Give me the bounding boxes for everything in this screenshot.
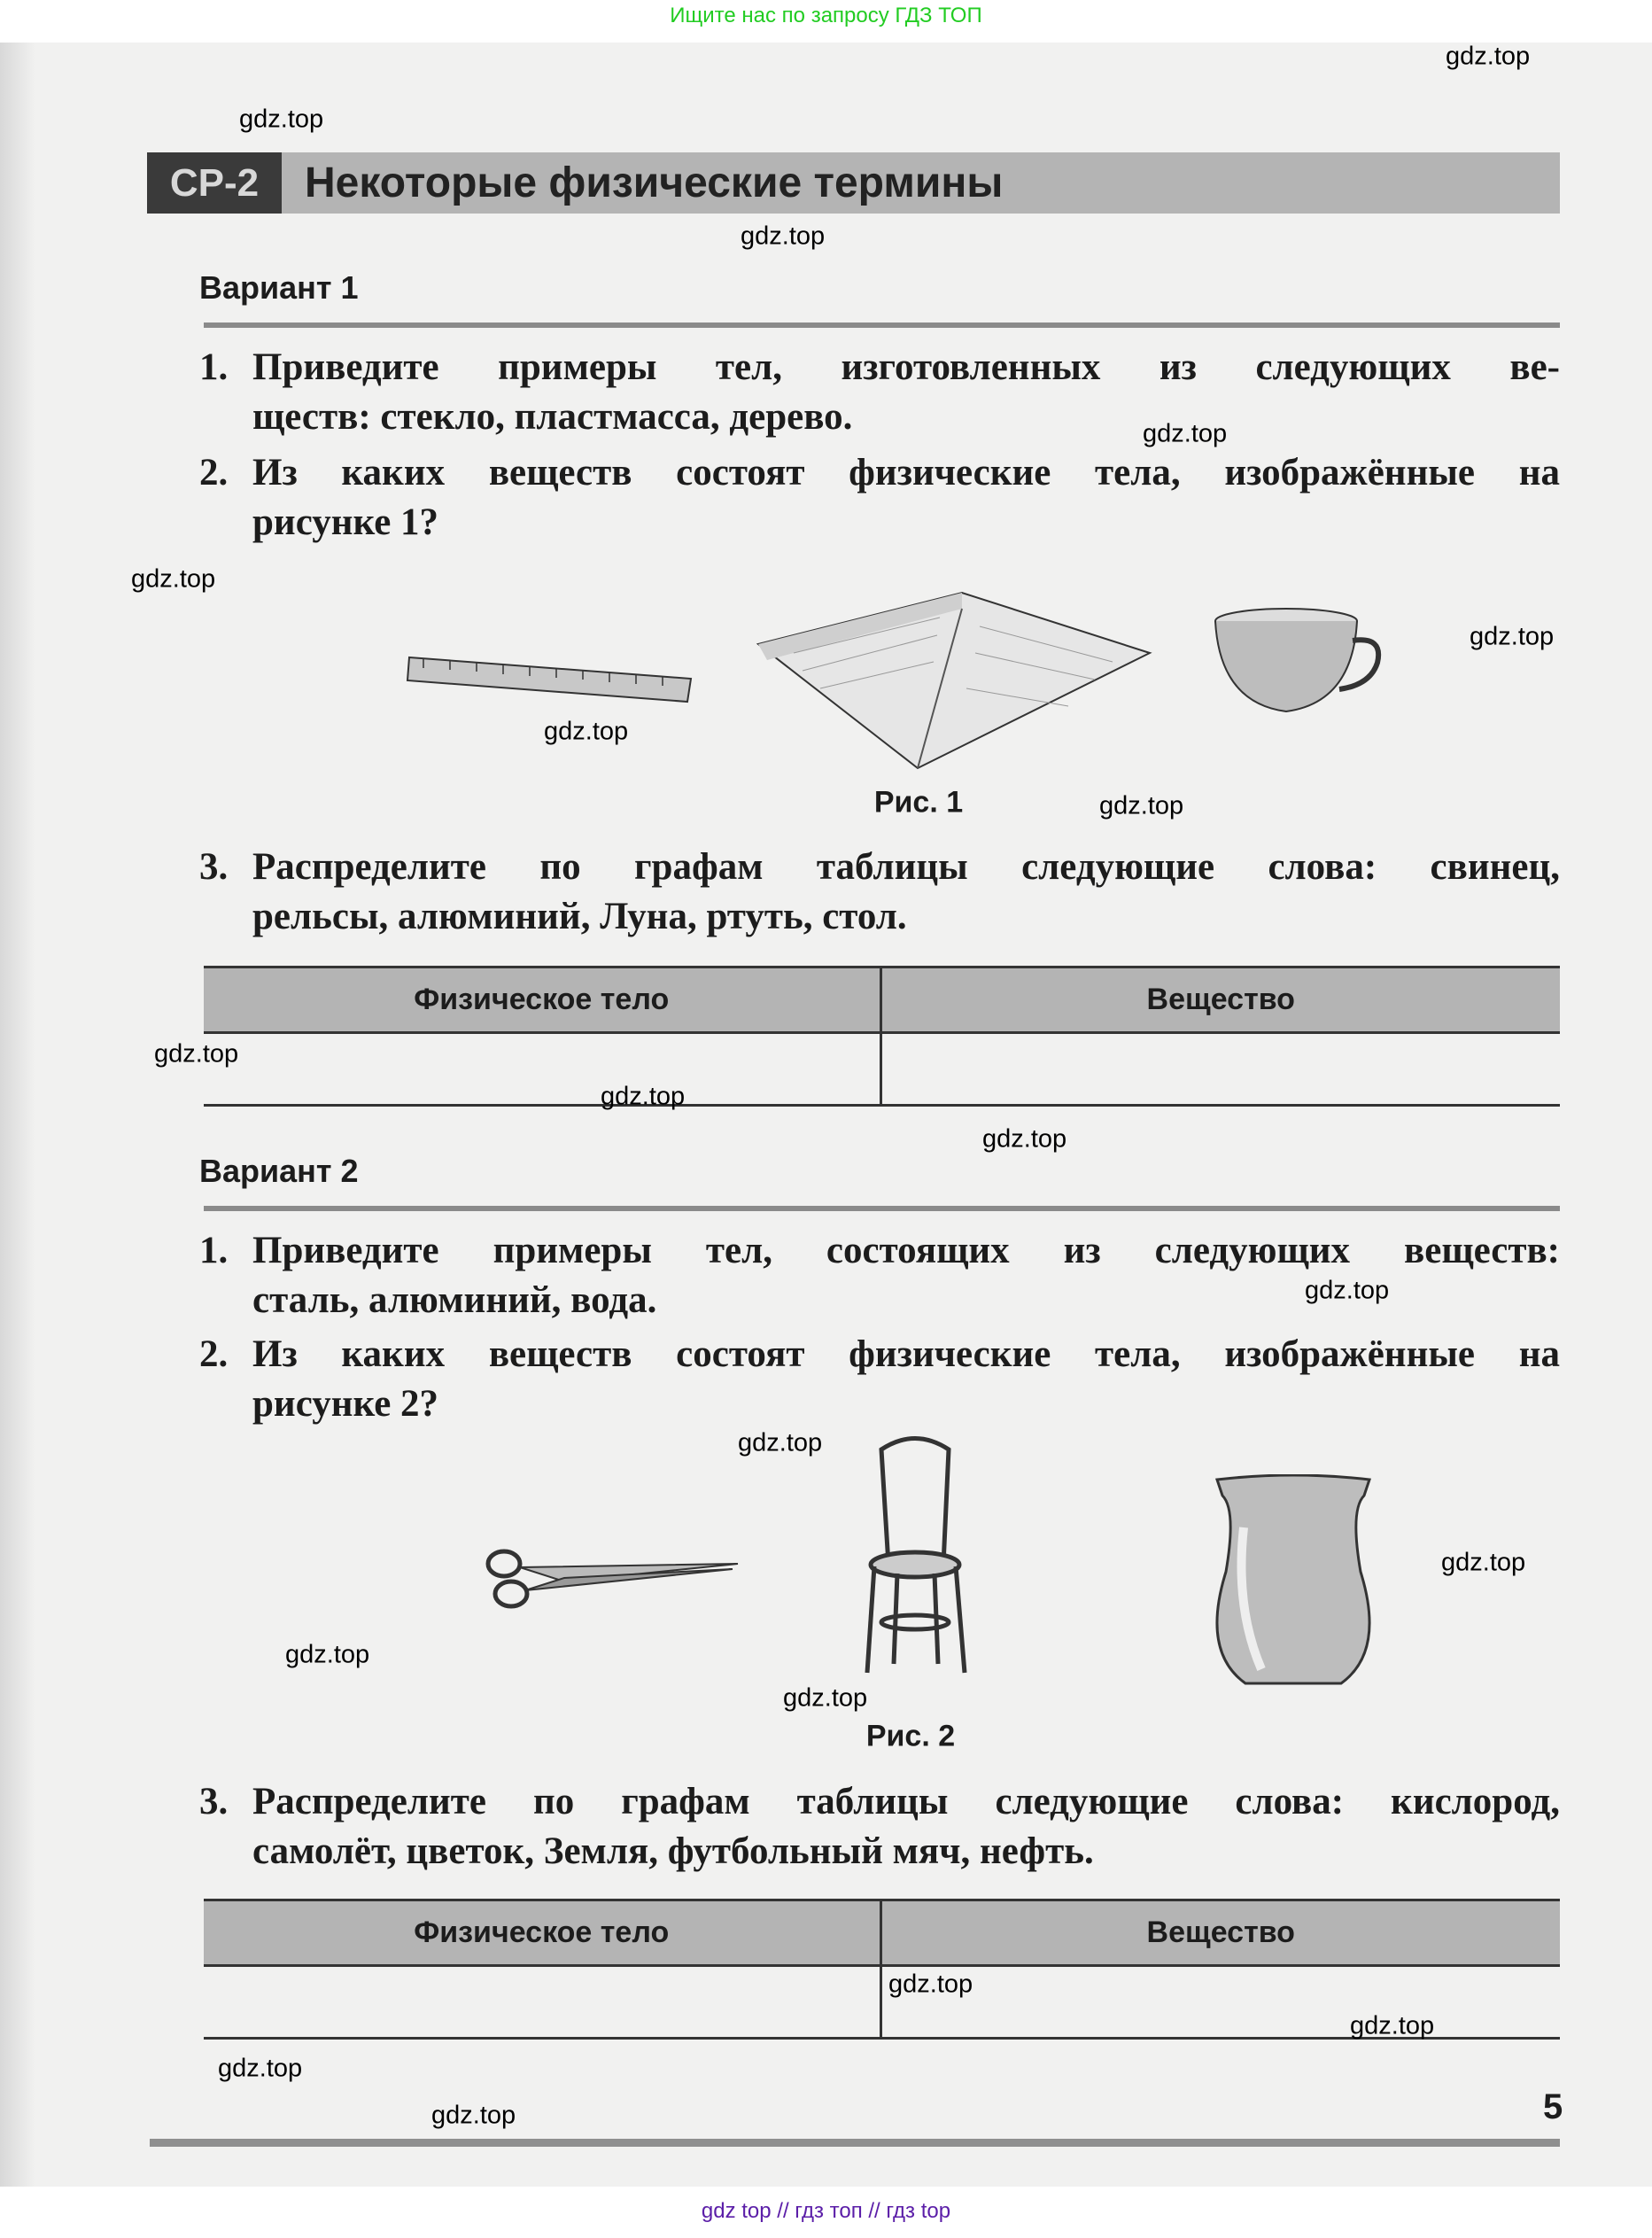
question-number: 1. <box>199 1230 229 1271</box>
watermark: gdz.top <box>218 2054 303 2083</box>
column-header-physical-body: Физическое тело <box>204 967 880 1033</box>
question-line: Приведите примеры тел, состоящих из следующих веществ: <box>252 1230 1560 1271</box>
question-line: ществ: стекло, пластмасса, дерево. <box>252 396 853 438</box>
watermark: gdz.top <box>1470 622 1555 651</box>
question-line: Из каких веществ состоят физические тела, изображённые на <box>252 1333 1560 1375</box>
answer-cell[interactable] <box>880 1966 1560 2039</box>
question-line: Распределите по графам таблицы следующие слова: свинец, <box>252 846 1560 888</box>
bottom-rule <box>150 2139 1560 2147</box>
scissors-image <box>485 1546 741 1612</box>
search-banner: Ищите нас по запросу ГДЗ ТОП <box>670 4 982 27</box>
v1-question-1 <box>199 343 1560 442</box>
watermark: gdz.top <box>1441 1548 1526 1577</box>
question-number: 3. <box>199 1781 229 1822</box>
book-image <box>741 591 1153 770</box>
variant-1-title: Вариант 1 <box>199 269 359 306</box>
question-line: сталь, алюминий, вода. <box>252 1279 657 1321</box>
watermark: gdz.top <box>601 1082 686 1111</box>
column-header-physical-body: Физическое тело <box>204 1900 880 1966</box>
watermark: gdz.top <box>285 1640 370 1669</box>
cup-image <box>1211 605 1384 720</box>
watermark: gdz.top <box>131 564 216 594</box>
watermark: gdz.top <box>239 105 324 134</box>
watermark: gdz.top <box>738 1428 823 1457</box>
watermark: gdz.top <box>1350 2011 1435 2040</box>
question-number: 3. <box>199 846 229 888</box>
question-line: рельсы, алюминий, Луна, ртуть, стол. <box>252 896 907 937</box>
question-number: 2. <box>199 452 229 493</box>
vase-image <box>1208 1474 1378 1689</box>
watermark: gdz.top <box>783 1683 868 1713</box>
watermark: gdz.top <box>982 1124 1067 1154</box>
chair-image <box>862 1432 970 1676</box>
question-line: рисунке 2? <box>252 1383 439 1425</box>
question-line: рисунке 1? <box>252 501 439 543</box>
figure-2-caption: Рис. 2 <box>865 1719 956 1753</box>
v1-question-3 <box>199 843 1560 942</box>
answer-cell[interactable] <box>204 1033 880 1106</box>
divider <box>204 1206 1560 1211</box>
v2-question-3 <box>199 1777 1560 1877</box>
question-number: 2. <box>199 1333 229 1375</box>
answer-cell[interactable] <box>880 1033 1560 1106</box>
answer-cell[interactable] <box>204 1966 880 2039</box>
v2-question-2 <box>199 1330 1560 1429</box>
v1-table <box>204 966 1560 1107</box>
question-line: самолёт, цветок, Земля, футбольный мяч, нефть. <box>252 1830 1094 1872</box>
column-header-substance: Вещество <box>880 967 1560 1033</box>
watermark: gdz.top <box>544 717 629 746</box>
question-line: Приведите примеры тел, изготовленных из следующих ве- <box>252 346 1560 388</box>
question-line: Распределите по графам таблицы следующие слова: кислород, <box>252 1781 1560 1822</box>
ruler-image <box>406 652 694 705</box>
section-title: Некоторые физические термины <box>305 159 1004 206</box>
figure-1-caption: Рис. 1 <box>873 785 964 820</box>
section-header <box>147 152 1560 214</box>
footer-text: gdz top // гдз топ // гдз top <box>701 2199 951 2223</box>
column-header-substance: Вещество <box>880 1900 1560 1966</box>
watermark: gdz.top <box>154 1039 239 1068</box>
watermark: gdz.top <box>431 2101 516 2130</box>
question-line: Из каких веществ состоят физические тела, изображённые на <box>252 452 1560 493</box>
watermark: gdz.top <box>741 221 826 251</box>
watermark: gdz.top <box>1305 1276 1390 1305</box>
divider <box>204 322 1560 328</box>
watermark: gdz.top <box>888 1970 973 1999</box>
watermark: gdz.top <box>1143 419 1228 448</box>
watermark: gdz.top <box>1446 42 1531 71</box>
page-number: 5 <box>1543 2087 1563 2126</box>
watermark: gdz.top <box>1099 791 1184 820</box>
v1-question-2 <box>199 448 1560 548</box>
variant-2-title: Вариант 2 <box>199 1153 359 1189</box>
question-number: 1. <box>199 346 229 388</box>
section-code: СР-2 <box>147 152 282 214</box>
